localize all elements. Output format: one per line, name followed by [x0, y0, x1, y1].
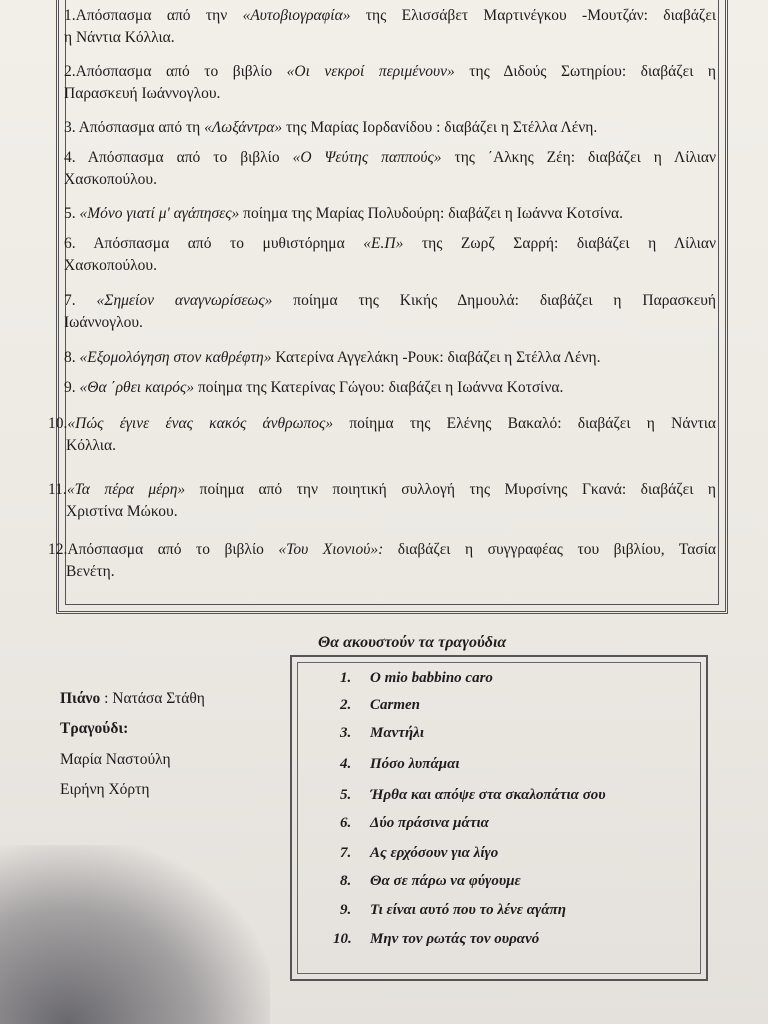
song-label: Τραγούδι:: [60, 720, 129, 737]
reading-item: 2.Απόσπασμα από το βιβλίο «Οι νεκροί περιμένουν» της Διδούς Σωτηρίου: διαβάζει η Παρασκευή Ιωάννογλου.: [64, 63, 716, 102]
song-item: 10. Μην τον ρωτάς τον ουρανό: [333, 931, 540, 947]
reading-item: 7. «Σημείον αναγνωρίσεως» ποίημα της Κικής Δημουλά: διαβάζει η Παρασκευή Ιωάννογλου.: [64, 292, 717, 331]
reading-item: 8. «Εξομολόγηση στον καθρέφτη» Κατερίνα Αγγελάκη -Ρουκ: διαβάζει η Στέλλα Λένη.: [64, 349, 601, 366]
song-item: 7. Ας ερχόσουν για λίγο: [340, 845, 499, 861]
reading-item: 12.Απόσπασμα από το βιβλίο «Του Χιονιού»: διαβάζει η συγγραφέας του βιβλίου, Τασία Βενέτη.: [48, 541, 716, 580]
reading-item: 4. Απόσπασμα από το βιβλίο «Ο Ψεύτης παππούς» της ΄Αλκης Ζέη: διαβάζει η Λίλιαν Χασκοπούλου.: [64, 149, 716, 188]
song-item: 3. Μαντήλι: [340, 725, 425, 741]
songs-heading: Θα ακουστούν τα τραγούδια: [318, 634, 507, 651]
singer-name: Μαρία Ναστούλη: [60, 751, 171, 768]
song-item: 9. Τι είναι αυτό που το λένε αγάπη: [340, 902, 566, 918]
reading-item: 9. «Θα ΄ρθει καιρός» ποίημα της Κατερίνας Γώγου: διαβάζει η Ιωάννα Κοτσίνα.: [64, 379, 564, 396]
reading-item: 10.«Πώς έγινε ένας κακός άνθρωπος» ποίημα της Ελένης Βακαλό: διαβάζει η Νάντια Κόλλια.: [48, 415, 716, 454]
reading-item: 1.Απόσπασμα από την «Αυτοβιογραφία» της Ελισσάβετ Μαρτινέγκου -Μουτζάν: διαβάζει η Νάντια Κόλλια.: [64, 7, 716, 46]
reading-item: 6. Απόσπασμα από το μυθιστόρημα «Ε.Π» της Ζωρζ Σαρρή: διαβάζει η Λίλιαν Χασκοπούλου.: [64, 235, 716, 274]
singer-name: Ειρήνη Χόρτη: [60, 781, 150, 798]
song-item: 5. Ήρθα και απόψε στα σκαλοπάτια σου: [340, 787, 606, 803]
reading-item: 5. «Μόνο γιατί μ' αγάπησες» ποίημα της Μαρίας Πολυδούρη: διαβάζει η Ιωάννα Κοτσίνα.: [64, 205, 623, 222]
reading-item: 3. Απόσπασμα από τη «Λωξάντρα» της Μαρίας Ιορδανίδου : διαβάζει η Στέλλα Λένη.: [64, 119, 598, 136]
reading-item: 11.«Τα πέρα μέρη» ποίημα από την ποιητική συλλογή της Μυρσίνης Γκανά: διαβάζει η Χριστίνα Μώκου.: [48, 481, 716, 520]
song-item: 6. Δύο πράσινα μάτια: [340, 815, 489, 831]
song-item: 2. Carmen: [340, 697, 421, 713]
song-item: 8. Θα σε πάρω να φύγουμε: [340, 873, 521, 889]
piano-credit: Πιάνο : Νατάσα Στάθη: [60, 690, 205, 707]
song-item: 1. O mio babbino caro: [340, 670, 493, 686]
song-item: 4. Πόσο λυπάμαι: [340, 756, 460, 772]
